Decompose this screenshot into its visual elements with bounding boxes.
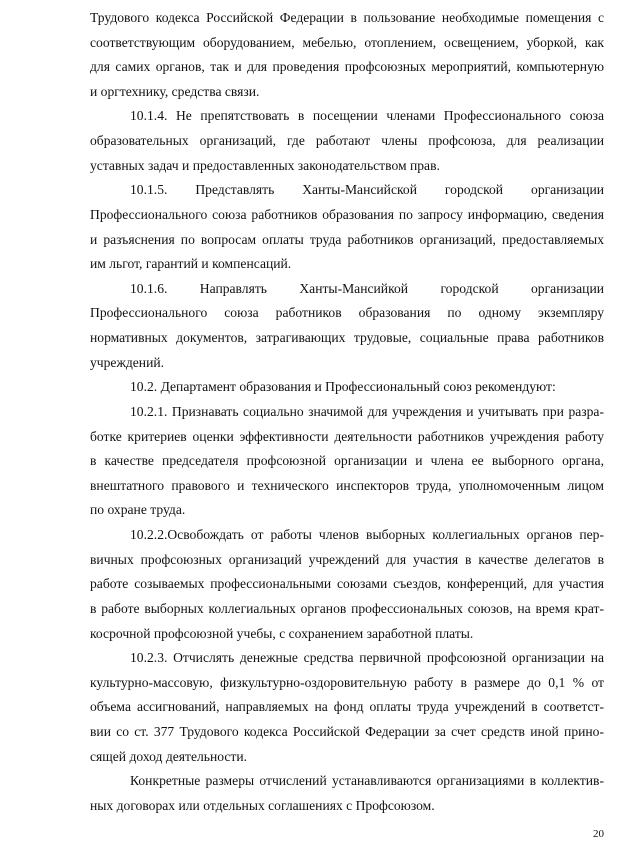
text-line: Профессионального союза работников образования по одному экземпляру [90,305,604,321]
text-line: Трудового кодекса Российской Федерации в пользование необходимые помещения с [90,10,604,25]
text-line: нормативных документов, затрагивающих трудовые, социальные права работников [90,330,604,346]
text-line: 10.1.4. Не препятствовать в посещении членами Профессионального союза [130,108,604,124]
text-line: 10.2. Департамент образования и Профессиональный союз рекомендуют: [130,379,556,395]
text-line: для самих органов, так и для проведения профсоюзных мероприятий, компьютерную [90,59,604,75]
text-line: в качестве председателя профсоюзной организации и члена ее выборного органа, [90,453,604,469]
text-line: 10.1.5. Представлять Ханты-Мансийской городской организации [130,182,604,198]
text-line: учреждений. [90,354,165,370]
text-line: 10.2.3. Отчислять денежные средства первичной профсоюзной организации на [130,650,604,666]
text-line: и разъяснения по вопросам оплаты труда работников организаций, предоставляемых [90,231,604,247]
text-line: по охране труда. [90,502,186,518]
text-line: в работе выборных коллегиальных органов профессиональных союзов, на время крат- [90,600,604,616]
text-line: и оргтехнику, средства связи. [90,83,260,99]
text-line: ных договорах или отдельных соглашениях с Профсоюзом. [90,797,435,813]
text-line: 10.2.2.Освобождать от работы членов выборных коллегиальных органов пер- [130,527,604,543]
page-number: 20 [593,828,604,840]
text-line: уставных задач и предоставленных законодательством прав. [90,157,440,173]
text-line: Конкретные размеры отчислений устанавливаются организациями в коллектив- [130,773,604,789]
text-line: вии со ст. 377 Трудового кодекса Российской Федерации за счет средств иной прино- [90,723,604,739]
text-line: сящей доход деятельности. [90,748,248,764]
text-line: ботке критериев оценки эффективности деятельности работников учреждения работу [90,428,604,444]
text-line: работе созываемых профессиональными союзами съездов, конференций, для участия [90,576,604,592]
text-line: соответствующим оборудованием, мебелью, отоплением, освещением, уборкой, как [90,34,604,50]
text-line: образовательных организаций, где работают члены профсоюза, для реализации [90,133,604,149]
text-line: вичных профсоюзных организаций учреждений для участия в качестве делегатов в [90,551,604,567]
text-line: Профессионального союза работников образования по запросу информацию, сведения [90,206,604,222]
text-line: внештатного правового и технического инспекторов труда, уполномоченным лицом [90,477,604,493]
text-line: косрочной профсоюзной учебы, с сохранением заработной платы. [90,625,474,641]
text-line: 10.2.1. Признавать социально значимой для учреждения и учитывать при разра- [130,403,604,419]
text-line: культурно-массовую, физкультурно-оздоровительную работу в размере до 0,1 % от [90,674,604,690]
text-line: объема ассигнований, направляемых на фонд оплаты труда учреждений в соответст- [90,699,604,715]
text-line: им льгот, гарантий и компенсаций. [90,256,292,272]
text-line: 10.1.6. Направлять Ханты-Мансийкой городской организации [130,280,604,296]
